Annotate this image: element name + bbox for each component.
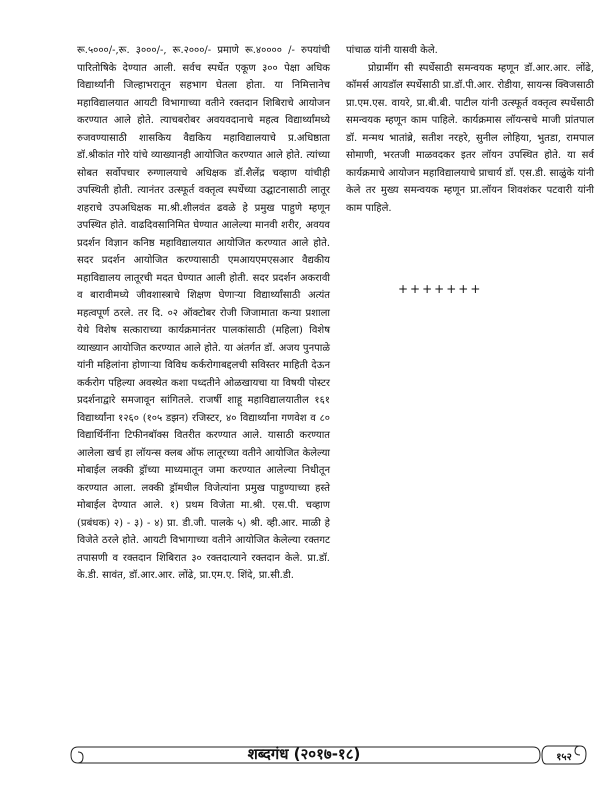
journal-title: शब्दगंध (२०१७-१८) bbox=[247, 745, 361, 763]
body-paragraph: रू.५०००/-,रू. ३०००/-, रू.२०००/- प्रमाणे रू.४०००० /- रुपयांची पारितोषिके देण्यात आली. सर्वच स्पर्धेत एकूण ३०० पेक्षा अधिक विद्यार्थ्यांनी जिल्हाभरातून सहभाग घेतला होता. या निमित्तानेच महाविद्यालयात आयटी विभागाच्या वतीने रक्तदान शिबिराचे आयोजन करण्यात आले होते. त्याचबरोबर अवयवदानाचे महत्व विद्यार्थ्यांमध्ये रुजवण्यासाठी शासकिय वैद्यकिय महाविद्यालयाचे प्र.अधिष्ठाता डॉ.श्रीकांत गोरे यांचे व्याख्यानही आयोजित करण्यात आले होते. त्यांच्या सोबत सर्वोपचार रुग्णालयाचे अधिक्षक डॉ.शैलेंद्र चव्हाण यांचीही उपस्थिती होती. त्यानंतर उत्स्फूर्त वक्तृत्व स्पर्धेच्या उद्घाटनासाठी लातूर शहराचे उपअधिक्षक मा.श्री.शीलवंत ढवळे हे प्रमुख पाहुणे म्हणून उपस्थित होते. वाढदिवसानिमित घेण्यात आलेल्या मानवी शरीर, अवयव प्रदर्शन विज्ञान कनिष्ठ महाविद्यालयात आयोजित करण्यात आले होते. सदर प्रदर्शन आयोजित करण्यासाठी एमआयएमएसआर वैद्यकीय महाविद्यालय लातूरची मदत घेण्यात आली होती. सदर प्रदर्शन अकरावी व बारावीमध्ये जीवशास्त्राचे शिक्षण घेणाऱ्या विद्यार्थ्यांसाठी अत्यंत महत्वपूर्ण ठरले. तर दि. ०२ ऑक्टोबर रोजी जिजामाता कन्या प्रशाला येथे विशेष सत्काराच्या कार्यक्रमानंतर पालकांसाठी (महिला) विशेष व्याख्यान आयोजित करण्यात आले होते. या अंतर्गत डॉ. अजय पुनपाळे यांनी महिलांना होणाऱ्या विविध कर्करोगाबद्दलची सविस्तर माहिती देऊन कर्करोग पहिल्या अवस्थेत कशा पध्दतीने ओळखायचा या विषयी पोस्टर प्रदर्शनाद्वारे समजावून सांगितले. राजर्षी शाहू महाविद्यालयातील १६१ विद्यार्थ्यांना १२६० (१०५ डझन) रजिस्टर, ४० विद्यार्थ्यांना गणवेश व ८० विद्यार्थिनींना टिफीनबॉक्स वितरीत करण्यात आले. यासाठी करण्यात आलेला खर्च हा लॉयन्स क्लब ऑफ लातूरच्या वतीने आयोजित केलेल्या मोबाईल लक्की ड्रॉच्या माध्यमातून जमा करण्यात आलेल्या निधीतून करण्यात आला. लक्की ड्रॉमधील विजेत्यांना प्रमुख पाहुण्याच्या हस्ते मोबाईल देण्यात आले. १) प्रथम विजेता मा.श्री. एस.पी. चव्हाण (प्रबंधक) २) - ३) - ४) प्रा. डी.जी. पालके ५) श्री. व्ही.आर. माळी हे विजेते ठरले होते. आयटी विभागाच्या वतीने आयोजित केलेल्या रक्तगट तपासणी व रक्तदान शिबिरात ३० रक्तदात्याने रक्तदान केले. प्रा.डॉ. के.डी. सावंत, डॉ.आर.आर. लोंढे, प्रा.एम.ए. शिंदे, प्रा.सी.डी. bbox=[77, 45, 330, 581]
left-text-column bbox=[77, 42, 330, 585]
footer-banner bbox=[68, 742, 588, 768]
body-paragraph: प्रोग्रामींग सी स्पर्धेसाठी समन्वयक म्हणून डॉ.आर.आर. लोंढे, कॉमर्स आयडॉल स्पर्धेसाठी प्रा.डॉ.पी.आर. रोडीया, सायन्स क्विजसाठी प्रा.एम.एस. वायरे, प्रा.बी.बी. पाटील यांनी उत्स्फूर्त वक्तृत्व स्पर्धेसाठी समन्वयक म्हणून काम पाहिले. कार्यक्रमास लॉयन्सचे माजी प्रांतपाल डॉ. मन्मथ भातांब्रे, सतीश नरहरे, सुनील लोहिया, भुतडा, रामपाल सोमाणी, भरतजी माळवदकर इतर लॉयन उपस्थित होते. या सर्व कार्यक्रमाचे आयोजन महाविद्यालयाचे प्राचार्य डॉ. एस.डी. साळुंके यांनी केले तर मुख्य समन्वयक म्हणून प्रा.लॉयन शिवशंकर पटवारी यांनी काम पाहिले. bbox=[346, 62, 594, 214]
continued-line: पांचाळ यांनी यासवी केले. bbox=[346, 45, 438, 56]
page-number: १५२ bbox=[556, 752, 572, 763]
right-text-column bbox=[346, 42, 594, 217]
section-separator: +++++++ bbox=[398, 282, 483, 296]
